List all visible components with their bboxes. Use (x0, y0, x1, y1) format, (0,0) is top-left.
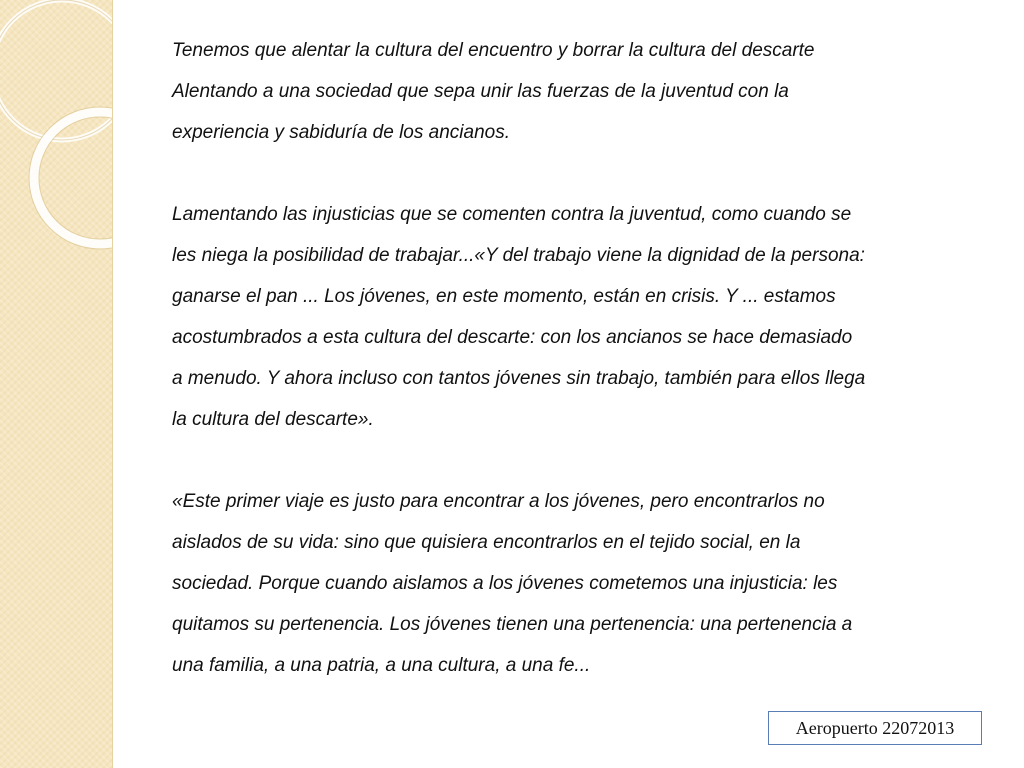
footer-label: Aeropuerto 22072013 (795, 717, 955, 738)
text-line: Lamentando las injusticias que se comenten contra la juventud, como cuando se (172, 204, 852, 225)
footer-label-box (768, 711, 982, 745)
text-line: experiencia y sabiduría de los ancianos. (172, 122, 510, 143)
slide-body-text (172, 30, 1002, 727)
text-line: les niega la posibilidad de trabajar...«Y del trabajo viene la dignidad de la persona: (172, 245, 865, 266)
text-line: a menudo. Y ahora incluso con tantos jóvenes sin trabajo, también para ellos llega (172, 368, 866, 389)
text-line: «Este primer viaje es justo para encontrar a los jóvenes, pero encontrarlos no (172, 491, 825, 512)
text-line: ganarse el pan ... Los jóvenes, en este momento, están en crisis. Y ... estamos (172, 286, 836, 307)
text-line: Tenemos que alentar la cultura del encuentro y borrar la cultura del descarte (172, 40, 815, 61)
text-line: Alentando a una sociedad que sepa unir las fuerzas de la juventud con la (172, 81, 789, 102)
text-line: sociedad. Porque cuando aislamos a los jóvenes cometemos una injusticia: les (172, 573, 838, 594)
text-line: acostumbrados a esta cultura del descarte: con los ancianos se hace demasiado (172, 327, 853, 348)
text-line: quitamos su pertenencia. Los jóvenes tienen una pertenencia: una pertenencia a (172, 614, 853, 635)
decorative-rings-icon (0, 0, 112, 768)
paragraph-1 (172, 30, 1002, 153)
text-line: aislados de su vida: sino que quisiera encontrarlos en el tejido social, en la (172, 532, 801, 553)
text-line: la cultura del descarte». (172, 409, 374, 430)
decorative-side-band (0, 0, 113, 768)
paragraph-2 (172, 194, 1002, 440)
paragraph-3 (172, 481, 1002, 686)
text-line: una familia, a una patria, a una cultura, a una fe... (172, 655, 591, 676)
